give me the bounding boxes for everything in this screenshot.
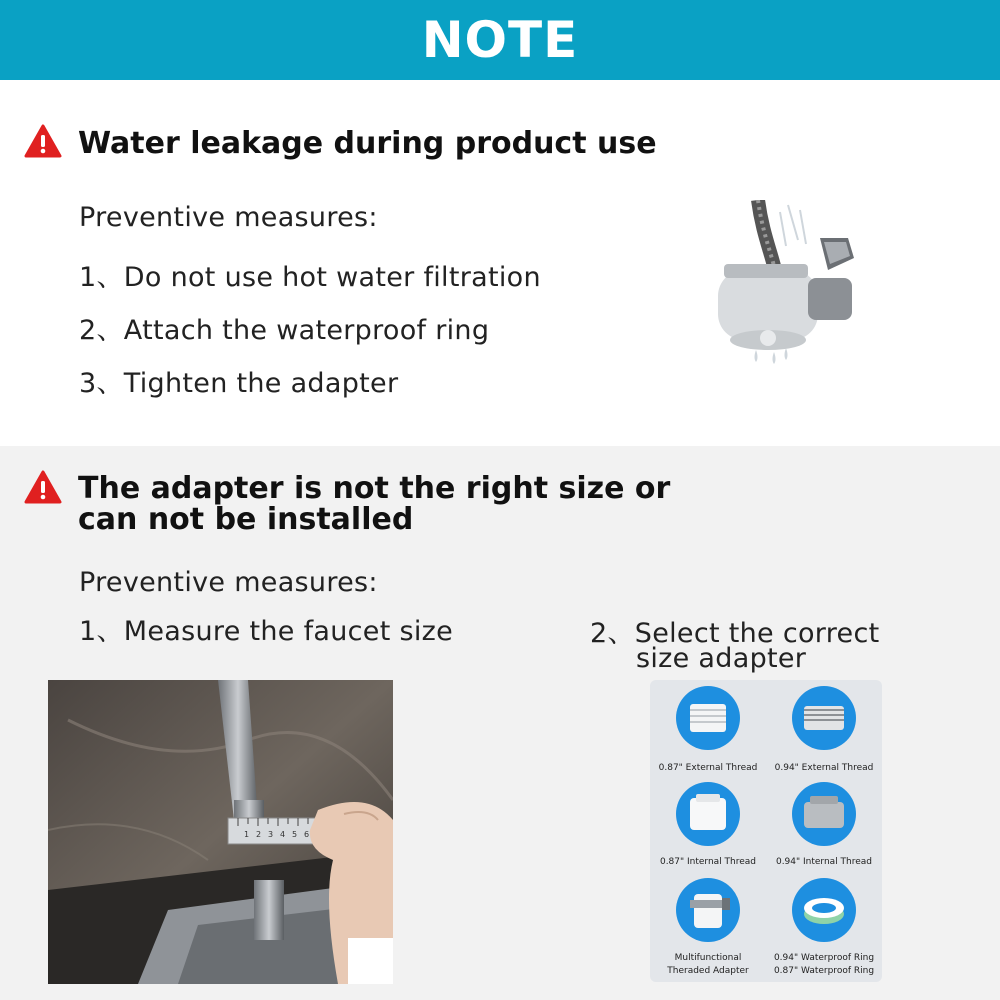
adapter-option	[650, 680, 766, 776]
ruler-number: 3	[268, 830, 274, 839]
waterproof-ring-icon	[792, 878, 856, 942]
section1-heading: Water leakage during product use	[78, 126, 657, 161]
warning-icon	[24, 470, 62, 504]
internal-thread-adapter-icon	[792, 782, 856, 846]
adapter-option	[650, 776, 766, 872]
adapter-options-panel	[650, 680, 882, 982]
section1-item-2: 2、Attach the waterproof ring	[79, 315, 490, 346]
section2-heading-line1: The adapter is not the right size or	[78, 471, 671, 506]
banner-title: NOTE	[421, 11, 579, 69]
adapter-label: Multifunctional	[674, 953, 742, 963]
section1-item-3: 3、Tighten the adapter	[79, 368, 399, 399]
faucet-filter-photo	[688, 200, 860, 376]
section2-heading-line2: can not be installed	[78, 502, 414, 537]
ruler-number: 1	[244, 830, 250, 839]
adapter-option	[766, 776, 882, 872]
water-leakage-section	[0, 80, 1000, 446]
ruler-number: 5	[292, 830, 298, 839]
adapter-label: Theraded Adapter	[667, 966, 749, 976]
ruler-number: 2	[256, 830, 262, 839]
internal-thread-adapter-icon	[676, 782, 740, 846]
adapter-label: 0.94" Internal Thread	[775, 857, 873, 867]
ruler-number: 4	[280, 830, 286, 839]
adapter-option	[766, 872, 882, 976]
clamp-adapter-icon	[676, 878, 740, 942]
warning-icon	[24, 124, 62, 158]
adapter-label: 0.87" External Thread	[658, 763, 758, 773]
adapter-option	[650, 872, 766, 976]
section2-item-1: 1、Measure the faucet size	[79, 616, 454, 647]
section1-item-1: 1、Do not use hot water filtration	[79, 262, 541, 293]
faucet-measuring-photo	[48, 680, 393, 984]
adapter-label: 0.87" Waterproof Ring	[773, 966, 875, 976]
note-banner	[0, 0, 1000, 80]
section2-item-2-line1: 2、Select the correct	[590, 618, 880, 649]
section2-item-2-line2: size adapter	[636, 643, 807, 674]
adapter-size-section	[0, 446, 1000, 1000]
adapter-option	[766, 680, 882, 776]
adapter-label: 0.94" External Thread	[774, 763, 874, 773]
external-thread-adapter-icon	[676, 686, 740, 750]
ruler-number: 6	[304, 830, 310, 839]
external-thread-adapter-icon	[792, 686, 856, 750]
section2-measures-label: Preventive measures:	[79, 567, 378, 598]
section1-measures-label: Preventive measures:	[79, 202, 378, 233]
adapter-label: 0.94" Waterproof Ring	[773, 953, 875, 963]
adapter-label: 0.87" Internal Thread	[659, 857, 757, 867]
